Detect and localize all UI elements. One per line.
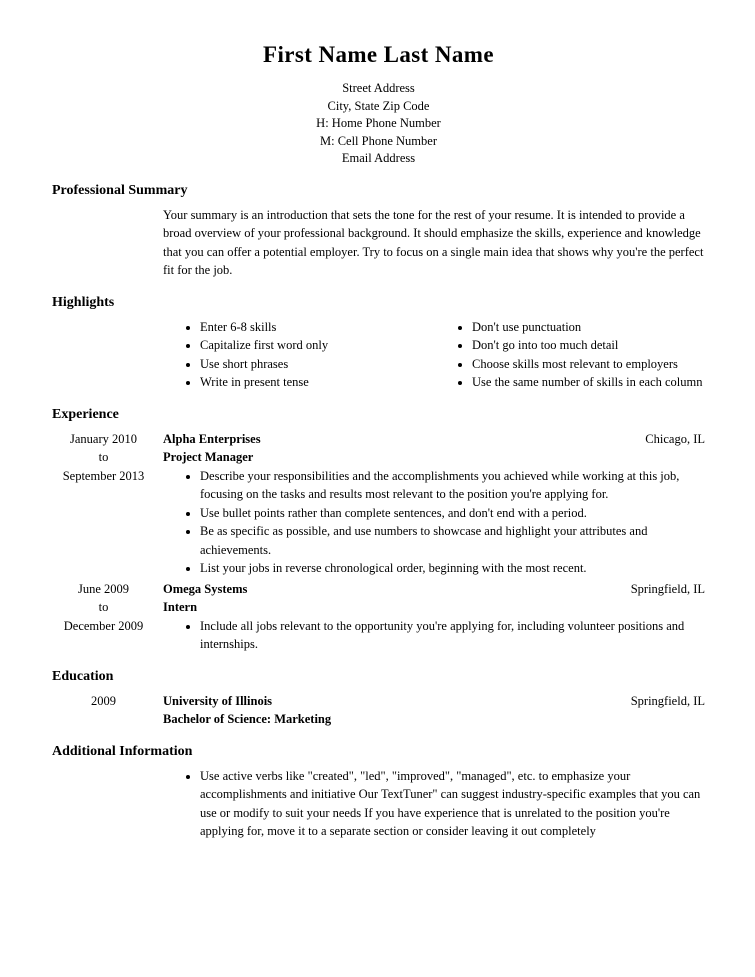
highlight-item: • Capitalize first word only [200, 336, 435, 355]
experience-entry [52, 430, 705, 578]
highlight-item: • Don't use punctuation [472, 318, 705, 337]
highlight-item: • Enter 6-8 skills [200, 318, 435, 337]
date-separator: to [98, 450, 109, 464]
date-end: December 2009 [63, 618, 144, 633]
job-bullet: • Include all jobs relevant to the opportunity you're applying for, including volunteer positions and internships. [200, 617, 705, 654]
highlights-left-list [163, 318, 435, 392]
highlights-columns [163, 318, 705, 392]
cell-phone: M: Cell Phone Number [319, 133, 437, 148]
experience-details [163, 580, 705, 654]
date-start: January 2010 [70, 431, 137, 446]
job-bullet: • Use bullet points rather than complete sentences, and don't end with a period. [200, 504, 705, 523]
company-location: Chicago, IL [645, 431, 705, 446]
education-entry [52, 692, 705, 729]
job-bullet: • Be as specific as possible, and use numbers to showcase and highlight your attributes and achievements. [200, 522, 705, 559]
summary-text: Your summary is an introduction that sets the tone for the rest of your resume. It is intended to provide a broad overview of your professional background. It should emphasize the skills, experience and knowledge that you can offer a potential employer. Try to focus on a single main idea that shows why you're the perfect fit for the job. [163, 207, 704, 277]
school-name: University of Illinois [163, 693, 273, 708]
job-bullet-list [163, 617, 705, 654]
education-details [163, 692, 705, 729]
date-separator: to [98, 600, 109, 614]
contact-block [52, 80, 705, 168]
section-title-additional: Additional Information [52, 743, 193, 759]
highlight-item: • Use short phrases [200, 355, 435, 374]
experience-dates [52, 430, 163, 578]
job-bullet: • Describe your responsibilities and the accomplishments you achieved while working at this job, focusing on the tasks and results most relevant to the position you're applying for. [200, 467, 705, 504]
highlight-item: • Write in present tense [200, 373, 435, 392]
additional-content [163, 767, 705, 841]
section-title-summary: Professional Summary [52, 182, 188, 198]
section-title-highlights: Highlights [52, 294, 115, 310]
job-title: Project Manager [163, 450, 254, 464]
degree: Bachelor of Science: Marketing [163, 712, 332, 726]
company-location: Springfield, IL [630, 581, 705, 596]
highlights-right-list [435, 318, 705, 392]
city-state-zip: City, State Zip Code [327, 98, 430, 113]
experience-header [163, 580, 705, 599]
job-bullet: • List your jobs in reverse chronological order, beginning with the most recent. [200, 559, 705, 578]
school-location: Springfield, IL [630, 693, 705, 708]
date-start: June 2009 [77, 581, 130, 596]
experience-header [163, 430, 705, 449]
highlight-item: • Choose skills most relevant to employers [472, 355, 705, 374]
company-name: Omega Systems [163, 581, 248, 596]
education-year: 2009 [91, 693, 116, 708]
highlight-item: • Use the same number of skills in each column [472, 373, 705, 392]
additional-bullet: • Use active verbs like "created", "led", "improved", "managed", etc. to emphasize your accomplishments and initiative Our TextTuner" can suggest industry-specific examples that you can use or modify to suit your needs If you have experience that is unrelated to the position you're applying for, move it to a separate section or consider leaving it out completely [200, 767, 705, 841]
section-title-experience: Experience [52, 406, 119, 422]
experience-details [163, 430, 705, 578]
home-phone: H: Home Phone Number [316, 116, 441, 130]
street-address: Street Address [342, 81, 415, 95]
education-header [163, 692, 705, 711]
job-bullet-list [163, 467, 705, 578]
email-address: Email Address [341, 151, 416, 165]
job-title: Intern [163, 600, 198, 614]
education-year-col [52, 692, 163, 729]
highlight-item: • Don't go into too much detail [472, 336, 705, 355]
experience-entry [52, 580, 705, 654]
resume-name: First Name Last Name [263, 42, 494, 67]
additional-bullet-list [163, 767, 705, 841]
section-title-education: Education [52, 668, 114, 684]
date-end: September 2013 [62, 468, 145, 483]
experience-dates [52, 580, 163, 654]
company-name: Alpha Enterprises [163, 431, 261, 446]
